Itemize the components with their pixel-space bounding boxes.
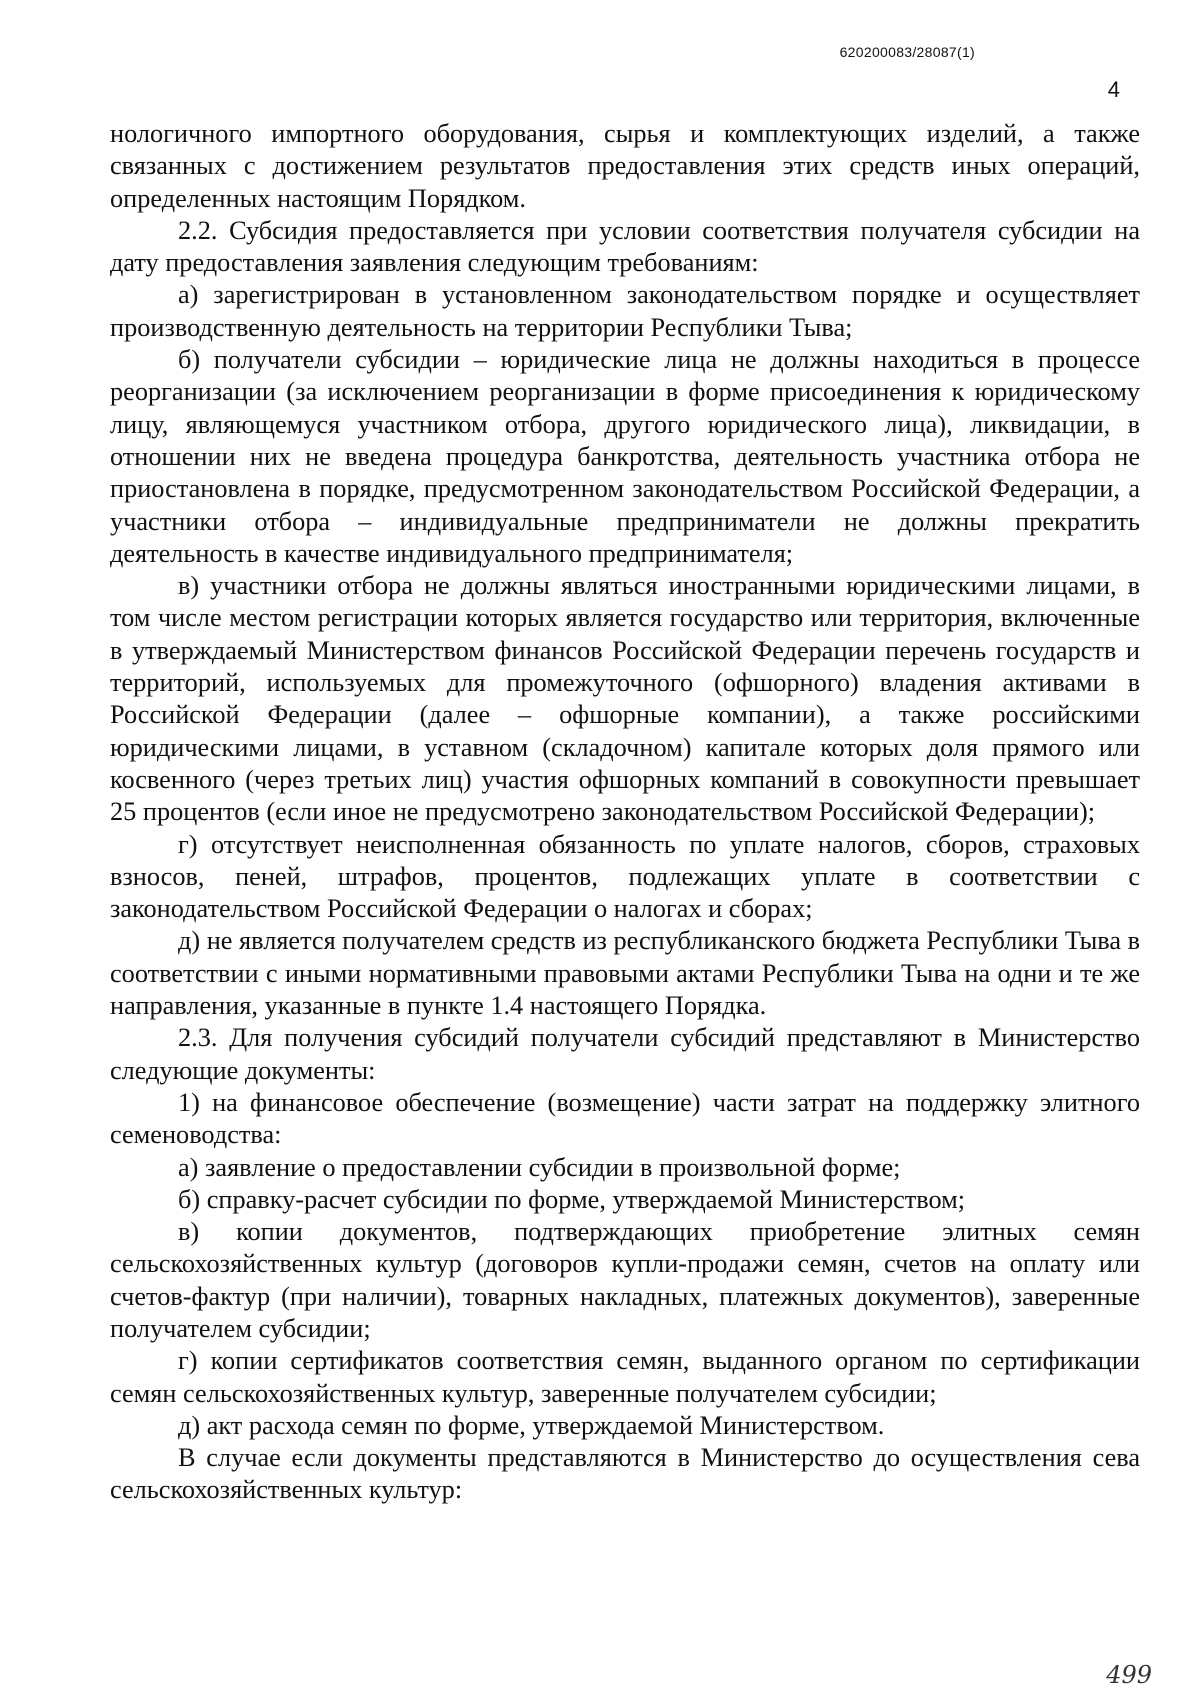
paragraph-item-d: д) не является получателем средств из республиканского бюджета Республики Тыва в соответствии с иными нормативными правовыми актами Республики Тыва на одни и те же направления, указанные в пункте 1.4 настоящего Порядка.: [110, 926, 1140, 1021]
paragraph-doc-b: б) справку-расчет субсидии по форме, утверждаемой Министерством;: [178, 1184, 966, 1214]
document-id: 620200083/28087(1): [839, 44, 975, 60]
paragraph-doc-v: в) копии документов, подтверждающих приобретение элитных семян сельскохозяйственных культур (договоров купли-продажи семян, счетов на оплату или счетов-фактур (при наличии), товарных накладных, платежных документов), заверенные получателем субсидии;: [110, 1217, 1140, 1343]
paragraph-continuation: нологичного импортного оборудования, сырья и комплектующих изделий, а также связанных с достижением результатов предоставления этих средств иных операций, определенных настоящим Порядком.: [110, 119, 1140, 213]
page-number: 4: [1107, 77, 1120, 102]
paragraph-doc-a: а) заявление о предоставлении субсидии в произвольной форме;: [178, 1152, 901, 1182]
paragraph-item-g: г) отсутствует неисполненная обязанность по уплате налогов, сборов, страховых взносов, пеней, штрафов, процентов, подлежащих уплате в соответствии с законодательством Российской Федерации о налогах и сборах;: [110, 829, 1140, 924]
paragraph-2-2: 2.2. Субсидия предоставляется при условии соответствия получателя субсидии на дату предоставления заявления следующим требованиям:: [110, 215, 1140, 278]
paragraph-case: В случае если документы представляются в Министерство до осуществления сева сельскохозяйственных культур:: [110, 1443, 1140, 1505]
handwritten-page-number: 499: [1106, 1661, 1152, 1689]
document-body: [110, 118, 1140, 1507]
paragraph-item-b: б) получатели субсидии – юридические лица не должны находиться в процессе реорганизации (за исключением реорганизации в форме присоединения к юридическому лицу, являющемуся участником отбора, другого юридического лица), ликвидации, в отношении них не введена процедура банкротства, деятельность участника отбора не приостановлена в порядке, предусмотренном законодательством Российской Федерации, а участники отбора – индивидуальные предприниматели не должны прекратить деятельность в качестве индивидуального предпринимателя;: [110, 345, 1140, 568]
paragraph-doc-d: д) акт расхода семян по форме, утверждаемой Министерством.: [178, 1410, 885, 1440]
paragraph-subitem-1: 1) на финансовое обеспечение (возмещение) части затрат на поддержку элитного семеноводства:: [110, 1087, 1140, 1150]
paragraph-item-a: а) зарегистрирован в установленном законодательством порядке и осуществляет производственную деятельность на территории Республики Тыва;: [110, 280, 1140, 342]
paragraph-item-v: в) участники отбора не должны являться иностранными юридическими лицами, в том числе местом регистрации которых является государство или территория, включенные в утверждаемый Министерством финансов Российской Федерации перечень государств и территорий, используемых для промежуточного (офшорного) владения активами в Российской Федерации (далее – офшорные компании), а также российскими юридическими лицами, в уставном (складочном) капитале которых доля прямого или косвенного (через третьих лиц) участия офшорных компаний в совокупности превышает 25 процентов (если иное не предусмотрено законодательством Российской Федерации);: [110, 571, 1140, 827]
paragraph-2-3: 2.3. Для получения субсидий получатели субсидий представляют в Министерство следующие документы:: [110, 1023, 1140, 1085]
paragraph-doc-g: г) копии сертификатов соответствия семян, выданного органом по сертификации семян сельскохозяйственных культур, заверенные получателем субсидии;: [110, 1346, 1140, 1408]
